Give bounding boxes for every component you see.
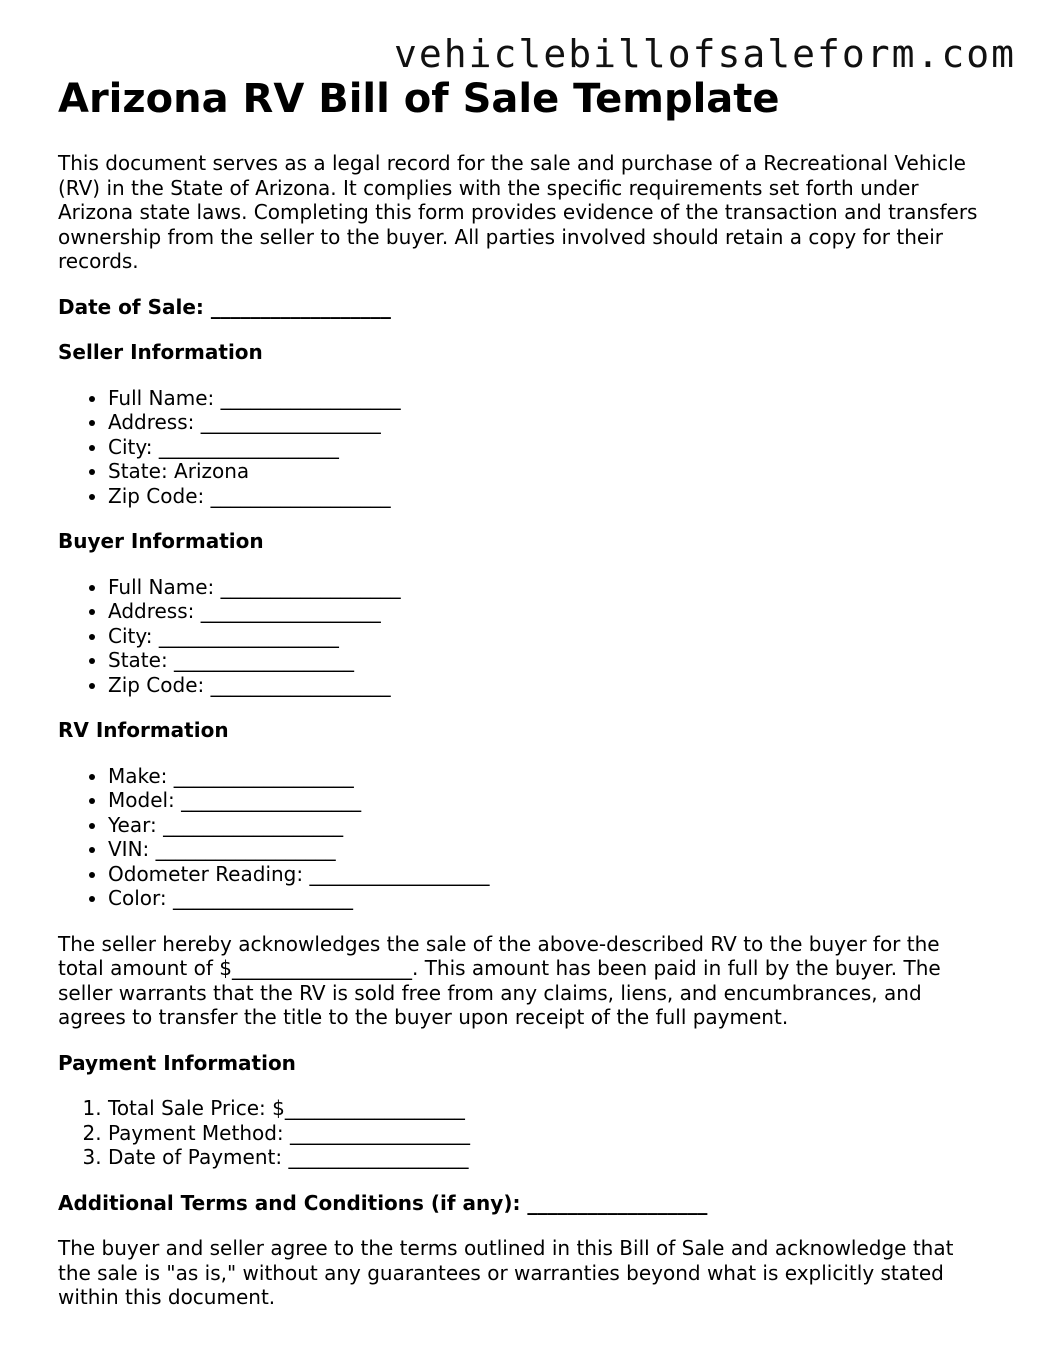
additional-terms-field: Additional Terms and Conditions (if any): __________________ [58, 1190, 708, 1215]
buyer-heading: Buyer Information [58, 529, 264, 553]
rv-year: • Year: __________________ [108, 813, 988, 838]
page-title: Arizona RV Bill of Sale Template [58, 76, 780, 122]
seller-list [58, 386, 988, 509]
intro-paragraph: This document serves as a legal record for the sale and purchase of a Recreational Vehicle (RV) in the State of Arizona. It complies with the specific requirements set forth under Arizona state laws. Completing this form provides evidence of the transaction and transfers ownership from the seller to the buyer. All parties involved should retain a copy for their records. [58, 151, 978, 273]
acknowledgement-paragraph: The seller hereby acknowledges the sale of the above-described RV to the buyer for the total amount of $__________________. This amount has been paid in full by the buyer. The seller warrants that the RV is sold free from any claims, liens, and encumbrances, and agrees to transfer the title to the buyer upon receipt of the full payment. [58, 931, 941, 1029]
watermark: vehiclebillofsaleform.com [394, 32, 1016, 76]
seller-address: • Address: __________________ [108, 410, 988, 435]
seller-heading: Seller Information [58, 340, 263, 364]
closing-paragraph: The buyer and seller agree to the terms outlined in this Bill of Sale and acknowledge that the sale is "as is," without any guarantees or warranties beyond what is explicitly stated within this document. [58, 1236, 954, 1309]
rv-heading: RV Information [58, 718, 229, 742]
buyer-city: • City: __________________ [108, 624, 988, 649]
payment-list [58, 1096, 988, 1170]
seller-zip-code: • Zip Code: __________________ [108, 484, 988, 509]
rv-color: • Color: __________________ [108, 886, 988, 911]
rv-list [58, 764, 988, 911]
seller-full-name: • Full Name: __________________ [108, 386, 988, 411]
payment-date: 3. Date of Payment: __________________ [108, 1145, 988, 1170]
buyer-list [58, 575, 988, 698]
payment-method: 2. Payment Method: __________________ [108, 1121, 988, 1146]
rv-vin: • VIN: __________________ [108, 837, 988, 862]
buyer-full-name: • Full Name: __________________ [108, 575, 988, 600]
buyer-address: • Address: __________________ [108, 599, 988, 624]
payment-total-price: 1. Total Sale Price: $__________________ [108, 1096, 988, 1121]
buyer-state: • State: __________________ [108, 648, 988, 673]
document-page [58, 74, 988, 1310]
rv-odometer: • Odometer Reading: __________________ [108, 862, 988, 887]
date-of-sale-field: Date of Sale: __________________ [58, 294, 391, 319]
buyer-zip-code: • Zip Code: __________________ [108, 673, 988, 698]
seller-state: • State: Arizona [108, 459, 988, 484]
payment-heading: Payment Information [58, 1050, 296, 1075]
rv-make: • Make: __________________ [108, 764, 988, 789]
seller-city: • City: __________________ [108, 435, 988, 460]
rv-model: • Model: __________________ [108, 788, 988, 813]
